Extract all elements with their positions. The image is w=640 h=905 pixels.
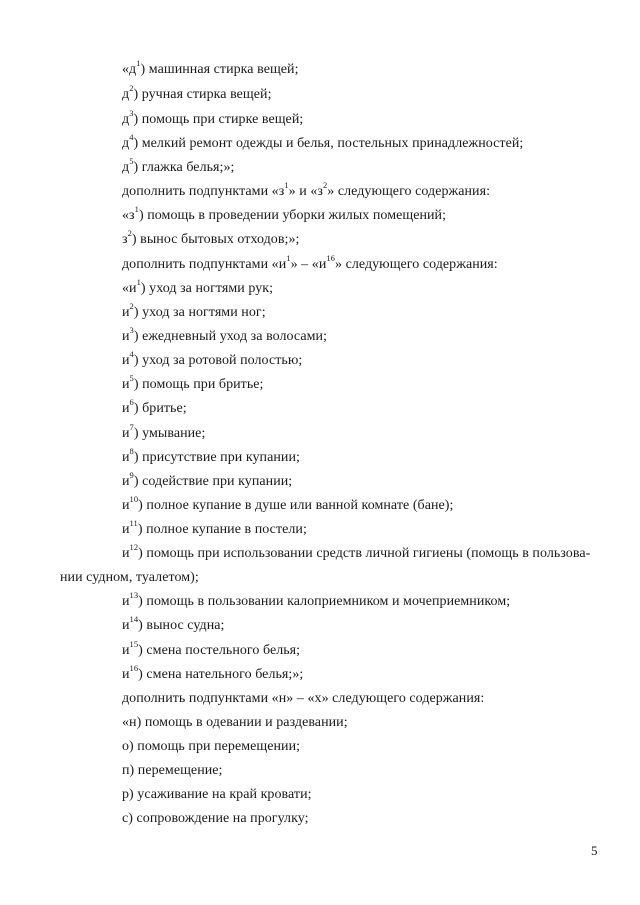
text-line: $д^2$) ручная стирка вещей;	[122, 83, 272, 102]
page-number: 5	[591, 843, 598, 858]
text-line: с) сопровождение на прогулку;	[122, 811, 309, 826]
text-line: о) помощь при перемещении;	[122, 739, 301, 754]
text-line: $и^3$) ежедневный уход за волосами;	[122, 325, 328, 344]
text-line: «$и^1$) уход за ногтями рук;	[122, 277, 274, 296]
text-line: «$д^1$) машинная стирка вещей;	[122, 58, 299, 77]
text-line: $д^5$) глажка белья;»;	[122, 156, 235, 175]
text-line: $и^{16}$) смена нательного белья;»;	[122, 663, 304, 682]
text-line: $и^{14}$) вынос судна;	[122, 614, 225, 633]
text-line: дополнить подпунктами «$з^1$» и «$з^2$» следующего содержания:	[122, 180, 491, 199]
text-line: $и^{11}$) полное купание в постели;	[122, 518, 307, 537]
text-line: $и^{12}$) помощь при использовании средств личной гигиены (помощь в пользова-	[122, 542, 591, 561]
text-line: $и^{13}$) помощь в пользовании калоприемником и мочеприемником;	[122, 590, 511, 609]
text-line: «$з^1$) помощь в проведении уборки жилых помещений;	[122, 204, 447, 223]
text-line: $и^7$) умывание;	[122, 422, 206, 441]
text-line: $д^3$) помощь при стирке вещей;	[122, 108, 304, 127]
text-line: $и^6$) бритье;	[122, 397, 187, 416]
text-line: дополнить подпунктами «н» – «х» следующего содержания:	[122, 691, 485, 706]
text-line: $и^{10}$) полное купание в душе или ванной комнате (бане);	[122, 494, 454, 513]
text-line: «н) помощь в одевании и раздевании;	[122, 715, 348, 730]
text-line: дополнить подпунктами «$и^1$» – «$и^{16}$» следующего содержания:	[122, 253, 498, 272]
text-line: $з^2$) вынос бытовых отходов;»;	[122, 228, 300, 247]
text-line: $и^2$) уход за ногтями ног;	[122, 301, 266, 320]
text-line: $д^4$) мелкий ремонт одежды и белья, постельных принадлежностей;	[122, 132, 524, 151]
text-line: п) перемещение;	[122, 763, 223, 778]
text-line-continuation: нии судном, туалетом);	[60, 570, 199, 585]
text-line: $и^4$) уход за ротовой полостью;	[122, 349, 303, 368]
text-line: $и^8$) присутствие при купании;	[122, 446, 300, 465]
text-line: $и^{15}$) смена постельного белья;	[122, 639, 301, 658]
text-line: $и^5$) помощь при бритье;	[122, 373, 264, 392]
text-line: $и^9$) содействие при купании;	[122, 470, 293, 489]
text-line: р) усаживание на край кровати;	[122, 787, 312, 802]
